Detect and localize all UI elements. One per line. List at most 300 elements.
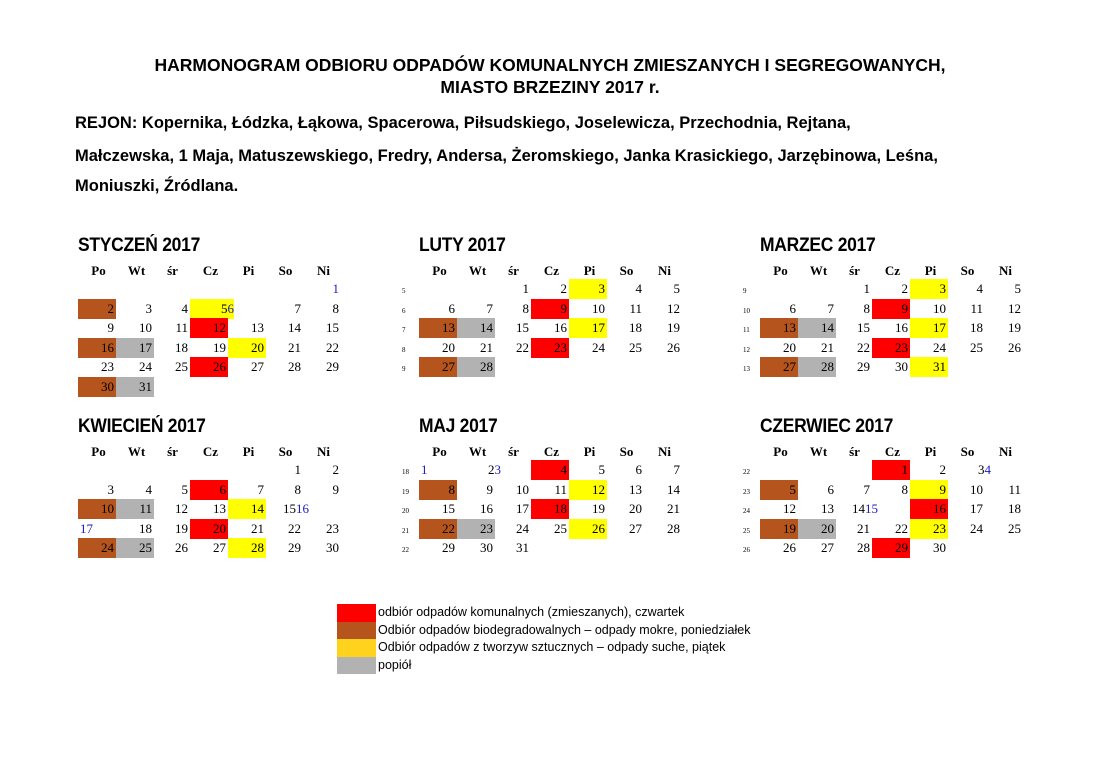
day-number: 1 — [421, 462, 428, 477]
day-cell — [872, 279, 910, 299]
day-number: 28 — [821, 359, 834, 374]
day-cell — [531, 279, 569, 299]
day-cell — [798, 538, 836, 558]
day-cell — [190, 480, 228, 500]
day-cell — [116, 538, 154, 558]
day-number: 15 — [857, 320, 870, 335]
day-cell — [419, 519, 457, 539]
day-number: 25 — [139, 540, 152, 555]
day-cell — [116, 338, 154, 358]
weekday-header: So — [619, 263, 634, 278]
week-number: 8 — [402, 345, 406, 354]
day-number: 23 — [895, 339, 908, 355]
day-cell — [78, 480, 116, 500]
day-number: 13 — [442, 320, 455, 335]
day-number: 18 — [1008, 501, 1021, 516]
day-cell — [419, 538, 457, 558]
day-number: 26 — [1008, 339, 1021, 355]
day-cell — [644, 318, 682, 338]
day-number: 9 — [939, 481, 946, 497]
month-title: LUTY 2017 — [419, 235, 506, 256]
day-cell — [419, 357, 457, 377]
week-number: 7 — [402, 326, 406, 334]
day-cell — [303, 519, 341, 539]
day-number: 8 — [332, 300, 339, 316]
day-number: 3 — [978, 462, 985, 477]
day-number: 11 — [554, 481, 567, 497]
day-number: 19 — [175, 520, 188, 536]
day-cell — [760, 318, 798, 338]
weekday-header: Cz — [884, 444, 901, 459]
day-cell — [798, 499, 836, 519]
day-cell — [644, 480, 682, 500]
day-number: 20 — [783, 339, 796, 355]
day-number: 3 — [939, 281, 946, 296]
day-number: 17 — [970, 501, 983, 516]
week-number: 20 — [402, 507, 409, 515]
day-number: 23 — [101, 359, 114, 374]
weekday-header: Wt — [127, 444, 146, 459]
day-cell — [303, 338, 341, 358]
day-number: 14 — [288, 320, 301, 335]
day-cell — [947, 499, 985, 519]
day-cell — [303, 318, 341, 338]
day-number: 13 — [213, 501, 226, 516]
weekday-header: śr — [167, 444, 178, 459]
day-number: 25 — [175, 359, 188, 374]
day-cell — [457, 357, 495, 377]
day-number: 2 — [107, 300, 114, 316]
day-number: 26 — [175, 540, 188, 555]
weekday-header: Wt — [468, 263, 487, 278]
day-number: 30 — [326, 540, 339, 555]
day-cell — [152, 499, 190, 519]
day-cell — [947, 338, 985, 358]
day-number: 27 — [629, 520, 642, 536]
legend-label: Odbiór odpadów biodegradowalnych – odpady mokre, poniedziałek — [378, 622, 751, 637]
day-cell — [798, 318, 836, 338]
holiday-day-number: 4 — [984, 462, 991, 477]
day-cell — [78, 538, 116, 558]
day-cell — [910, 318, 948, 338]
day-number: 21 — [667, 501, 680, 516]
rejon-line-3: Moniuszki, Źródlana. — [75, 177, 239, 195]
day-cell — [569, 499, 607, 519]
weekday-header: Po — [432, 444, 447, 459]
day-number: 24 — [970, 520, 983, 536]
day-number: 29 — [857, 359, 870, 374]
month-title: KWIECIEŃ 2017 — [78, 416, 206, 437]
day-cell — [531, 318, 569, 338]
day-number: 3 — [107, 481, 114, 497]
day-number: 21 — [480, 339, 493, 355]
day-number: 2 — [939, 462, 946, 477]
document-title-line-1: HARMONOGRAM ODBIORU ODPADÓW KOMUNALNYCH ZMIESZANYCH I SEGREGOWANYCH, — [154, 55, 946, 75]
day-cell — [457, 480, 495, 500]
day-number: 29 — [288, 540, 301, 555]
day-cell — [569, 460, 607, 480]
weekday-header: Pi — [924, 263, 937, 278]
legend-swatch-red — [337, 604, 376, 622]
day-cell — [985, 519, 1023, 539]
day-cell — [419, 318, 457, 338]
day-number: 1 — [294, 462, 301, 477]
day-number: 6 — [635, 462, 642, 477]
day-number: 22 — [516, 339, 529, 355]
day-cell — [419, 460, 457, 480]
day-number: 15 — [442, 501, 455, 516]
day-cell — [78, 299, 116, 319]
day-cell — [834, 299, 872, 319]
day-number: 17 — [933, 320, 946, 335]
day-number: 3 — [598, 281, 605, 296]
day-cell — [644, 499, 682, 519]
day-number: 20 — [442, 339, 455, 355]
day-cell — [116, 519, 154, 539]
holiday-day-number: 16 — [296, 501, 309, 516]
day-cell — [493, 299, 531, 319]
day-number: 13 — [629, 481, 642, 497]
week-number: 12 — [743, 345, 750, 354]
day-number: 13 — [251, 320, 264, 335]
day-cell — [644, 299, 682, 319]
day-number: 9 — [107, 320, 114, 335]
day-cell — [606, 519, 644, 539]
week-number: 26 — [743, 546, 750, 554]
day-cell — [569, 338, 607, 358]
day-number: 4 — [145, 481, 152, 497]
day-cell — [798, 519, 836, 539]
day-cell — [910, 299, 948, 319]
weekday-header: Wt — [127, 263, 146, 278]
weekday-header: Pi — [924, 444, 937, 459]
day-cell — [947, 318, 985, 338]
day-cell — [531, 299, 569, 319]
day-cell — [265, 357, 303, 377]
day-cell — [190, 338, 228, 358]
day-number: 24 — [516, 520, 529, 536]
day-cell — [457, 338, 495, 358]
day-number: 19 — [1008, 320, 1021, 335]
week-number: 18 — [402, 468, 409, 476]
day-cell — [228, 480, 266, 500]
week-number: 9 — [743, 287, 747, 295]
weekday-header: Po — [91, 263, 106, 278]
day-cell — [872, 538, 910, 558]
day-number: 31 — [516, 540, 529, 555]
day-cell — [265, 519, 303, 539]
day-number: 19 — [783, 520, 796, 536]
day-cell — [760, 538, 798, 558]
day-cell — [265, 318, 303, 338]
day-cell — [190, 299, 234, 319]
weekday-header: Ni — [999, 444, 1012, 459]
day-cell — [760, 299, 798, 319]
weekday-header: śr — [508, 444, 519, 459]
day-number: 13 — [821, 501, 834, 516]
day-cell — [569, 318, 607, 338]
weekday-header: śr — [849, 444, 860, 459]
day-number: 9 — [332, 481, 339, 497]
day-number: 12 — [175, 501, 188, 516]
weekday-header: Ni — [317, 263, 330, 278]
day-cell — [760, 357, 798, 377]
day-cell — [834, 499, 878, 519]
day-number: 2 — [560, 281, 567, 296]
weekday-header: Ni — [658, 444, 671, 459]
day-number: 25 — [970, 339, 983, 355]
legend-swatch-grey — [337, 657, 376, 675]
day-cell — [872, 460, 910, 480]
day-cell — [493, 338, 531, 358]
day-number: 6 — [789, 300, 796, 316]
weekday-header: So — [278, 444, 293, 459]
day-cell — [78, 357, 116, 377]
day-cell — [644, 279, 682, 299]
day-number: 18 — [554, 501, 567, 516]
day-number: 9 — [901, 300, 908, 316]
day-cell — [493, 279, 531, 299]
day-number: 29 — [326, 359, 339, 374]
day-cell — [947, 279, 985, 299]
day-number: 27 — [213, 540, 226, 555]
day-number: 7 — [257, 481, 264, 497]
weekday-header: Po — [91, 444, 106, 459]
day-cell — [152, 299, 190, 319]
day-cell — [531, 499, 569, 519]
day-number: 14 — [251, 501, 264, 516]
day-number: 17 — [592, 320, 605, 335]
day-cell — [644, 338, 682, 358]
weekday-header: Po — [773, 444, 788, 459]
day-number: 4 — [976, 281, 983, 296]
day-number: 18 — [629, 320, 642, 335]
day-cell — [228, 318, 266, 338]
day-number: 28 — [667, 520, 680, 536]
day-cell — [190, 357, 228, 377]
day-number: 21 — [857, 520, 870, 536]
week-number: 5 — [402, 287, 406, 295]
day-cell — [493, 499, 531, 519]
day-number: 16 — [480, 501, 493, 516]
weekday-header: So — [619, 444, 634, 459]
day-number: 28 — [480, 359, 493, 374]
day-cell — [947, 460, 991, 480]
day-number: 23 — [554, 339, 567, 355]
week-number: 10 — [743, 306, 750, 315]
day-cell — [265, 480, 303, 500]
day-cell — [493, 480, 531, 500]
document-title-line-2: MIASTO BRZEZINY 2017 r. — [440, 77, 660, 97]
day-number: 11 — [1008, 481, 1021, 497]
day-number: 23 — [326, 520, 339, 536]
day-cell — [910, 480, 948, 500]
day-cell — [190, 538, 228, 558]
day-number: 24 — [139, 359, 152, 374]
day-cell — [872, 519, 910, 539]
day-cell — [457, 519, 495, 539]
day-number: 2 — [332, 462, 339, 477]
month-calendar — [402, 235, 746, 405]
day-number: 25 — [554, 520, 567, 536]
day-cell — [78, 318, 116, 338]
day-cell — [303, 460, 341, 480]
day-cell — [910, 279, 948, 299]
day-number: 17 — [139, 339, 152, 355]
week-number: 13 — [743, 365, 750, 373]
day-cell — [985, 480, 1023, 500]
day-cell — [152, 357, 190, 377]
day-cell — [834, 519, 872, 539]
day-cell — [872, 318, 910, 338]
day-cell — [798, 480, 836, 500]
day-cell — [606, 338, 644, 358]
day-number: 7 — [863, 481, 870, 497]
day-number: 18 — [175, 339, 188, 355]
day-cell — [457, 460, 501, 480]
day-number: 12 — [1008, 300, 1021, 316]
day-number: 5 — [789, 481, 796, 497]
day-cell — [834, 480, 872, 500]
day-number: 15 — [326, 320, 339, 335]
day-number: 1 — [332, 281, 339, 296]
day-cell — [569, 279, 607, 299]
day-number: 12 — [783, 501, 796, 516]
day-cell — [798, 338, 836, 358]
month-title: CZERWIEC 2017 — [760, 416, 894, 437]
day-number: 28 — [251, 540, 264, 555]
day-cell — [760, 519, 798, 539]
day-number: 21 — [821, 339, 834, 355]
day-cell — [457, 499, 495, 519]
weekday-header: Cz — [543, 444, 560, 459]
day-number: 27 — [821, 540, 834, 555]
day-number: 29 — [442, 540, 455, 555]
day-number: 16 — [101, 339, 114, 355]
day-cell — [569, 299, 607, 319]
week-number: 25 — [743, 526, 750, 535]
day-cell — [152, 538, 190, 558]
day-number: 8 — [863, 300, 870, 316]
day-number: 1 — [522, 281, 529, 296]
day-cell — [116, 480, 154, 500]
day-cell — [947, 519, 985, 539]
day-cell — [265, 499, 309, 519]
weekday-header: Ni — [317, 444, 330, 459]
day-cell — [303, 279, 341, 299]
month-calendar — [743, 235, 1087, 405]
day-number: 5 — [598, 462, 605, 477]
day-number: 7 — [486, 300, 493, 316]
day-number: 13 — [783, 320, 796, 335]
day-number: 8 — [448, 481, 455, 497]
day-number: 20 — [629, 501, 642, 516]
day-number: 12 — [213, 320, 226, 335]
day-cell — [985, 318, 1023, 338]
day-number: 26 — [592, 520, 605, 536]
day-number: 7 — [673, 462, 680, 477]
day-number: 14 — [852, 501, 865, 516]
weekday-header: Wt — [468, 444, 487, 459]
day-cell — [872, 357, 910, 377]
weekday-header: So — [960, 444, 975, 459]
day-cell — [798, 357, 836, 377]
day-number: 21 — [288, 339, 301, 355]
day-number: 28 — [288, 359, 301, 374]
day-number: 5 — [1014, 281, 1021, 296]
day-number: 7 — [294, 300, 301, 316]
day-number: 9 — [560, 300, 567, 316]
day-number: 5 — [221, 300, 228, 316]
day-cell — [606, 299, 644, 319]
day-number: 6 — [827, 481, 834, 497]
day-number: 26 — [213, 359, 226, 374]
month-calendar — [743, 416, 1087, 586]
day-cell — [303, 538, 341, 558]
day-cell — [493, 519, 531, 539]
day-number: 8 — [522, 300, 529, 316]
day-cell — [78, 377, 116, 397]
day-cell — [190, 499, 228, 519]
holiday-day-number: 15 — [865, 501, 878, 516]
day-cell — [872, 299, 910, 319]
day-number: 31 — [933, 359, 946, 374]
week-number: 9 — [402, 365, 406, 373]
holiday-day-number: 6 — [227, 300, 234, 316]
day-number: 31 — [139, 378, 152, 394]
month-calendar — [75, 235, 405, 405]
rejon-line-1: REJON: Kopernika, Łódzka, Łąkowa, Spacerowa, Piłsudskiego, Joselewicza, Przechodnia, Rejtana, — [75, 114, 851, 132]
day-cell — [606, 318, 644, 338]
day-number: 15 — [283, 501, 296, 516]
day-cell — [303, 299, 341, 319]
day-cell — [910, 460, 948, 480]
day-number: 27 — [783, 359, 796, 374]
day-number: 20 — [821, 520, 834, 536]
day-cell — [116, 499, 154, 519]
day-cell — [152, 480, 190, 500]
week-number: 21 — [402, 526, 409, 535]
month-title: MAJ 2017 — [419, 416, 498, 437]
holiday-day-number: 3 — [494, 462, 501, 477]
day-cell — [419, 299, 457, 319]
day-cell — [265, 299, 303, 319]
weekday-header: Cz — [543, 263, 560, 278]
legend-label: popiół — [378, 657, 412, 672]
day-number: 10 — [933, 300, 946, 316]
day-cell — [457, 299, 495, 319]
day-number: 1 — [863, 281, 870, 296]
day-number: 7 — [827, 300, 834, 316]
day-cell — [190, 318, 228, 338]
day-number: 17 — [516, 501, 529, 516]
day-number: 23 — [480, 520, 493, 536]
day-cell — [152, 318, 190, 338]
day-number: 30 — [101, 378, 114, 394]
day-cell — [760, 499, 798, 519]
day-cell — [493, 318, 531, 338]
day-number: 15 — [516, 320, 529, 335]
day-cell — [569, 480, 607, 500]
weekday-header: Ni — [999, 263, 1012, 278]
day-number: 8 — [901, 481, 908, 497]
month-title: STYCZEŃ 2017 — [78, 235, 201, 256]
day-cell — [910, 338, 948, 358]
weekday-header: śr — [167, 263, 178, 278]
day-cell — [947, 299, 985, 319]
day-number: 4 — [635, 281, 642, 296]
day-cell — [910, 357, 948, 377]
